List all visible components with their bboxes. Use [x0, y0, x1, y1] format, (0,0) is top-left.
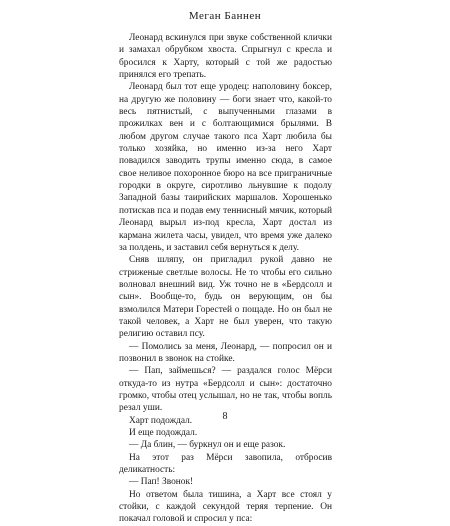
paragraph: Харт подождал. — [129, 415, 193, 426]
running-header-author: Меган Баннен — [188, 10, 262, 22]
paragraph: — Да блин, — буркнул он и еще разок. — [129, 440, 286, 451]
paragraph: — Пап, займешься? — раздался голос Мёрси откуда-то из нутра «Бердсолл и сын»: достаточно громко, чтобы отец услышал, но не так, чтобы вопль резал уши. — [119, 366, 332, 414]
paragraph: Сняв шляпу, он пригладил рукой давно не стриженые светлые волосы. Не то чтобы его сильно волновал внешний вид. Уж точно не в «Бердсолл и сын». Вообще-то, будь он верующим, он бы взмолился Матери Горестей о пощаде. Но он был не такой человек, а Харт не был уверен, что такую религию оставил псу. — [119, 255, 332, 340]
page-number: 8 — [222, 411, 228, 422]
paragraph: На этот раз Мёрси завопила, отбросив деликатность: — [119, 452, 332, 476]
paragraph: Но ответом была тишина, а Харт все стоял у стойки, с каждой секундой теряя терпение. Он покачал головой и спросил у пса: — [119, 489, 332, 525]
paragraph: И еще подождал. — [129, 428, 198, 438]
paragraph: — Пап! Звонок! — [129, 477, 194, 488]
paragraph: Леонард был тот еще уродец: наполовину боксер, на другую же половину — боги знает что, какой-то весь пятнистый, с выпученными глазами в прожилках вен и с болтающимися брылями. В любом другом случае такого пса Харт любила бы только хозяйка, но именно из-за него Харт повадился заводить трупы именно сюда, в самое свое неливое похоронное бюро на все приграничные городки в округе, сиротливо льнувшие к подолу Западной базы таирийских маршалов. Хорошенько потискав пса и подав ему теннисный мячик, который Леонард вырыл из-под кресла, Харт достал из кармана жилета часы, увидел, что время уже далеко за полдень, и заставил себя вернуться к делу. — [119, 82, 332, 253]
body-text — [119, 32, 332, 526]
paragraph: — Помолись за меня, Леонард, — попросил он и позвонил в звонок на стойке. — [119, 341, 332, 364]
paragraph: Леонард вскинулся при звуке собственной клички и замахал обрубком хвоста. Спрыгнул с кресла и бросился к Харту, который с той же радостью принялся его трепать. — [119, 33, 332, 81]
